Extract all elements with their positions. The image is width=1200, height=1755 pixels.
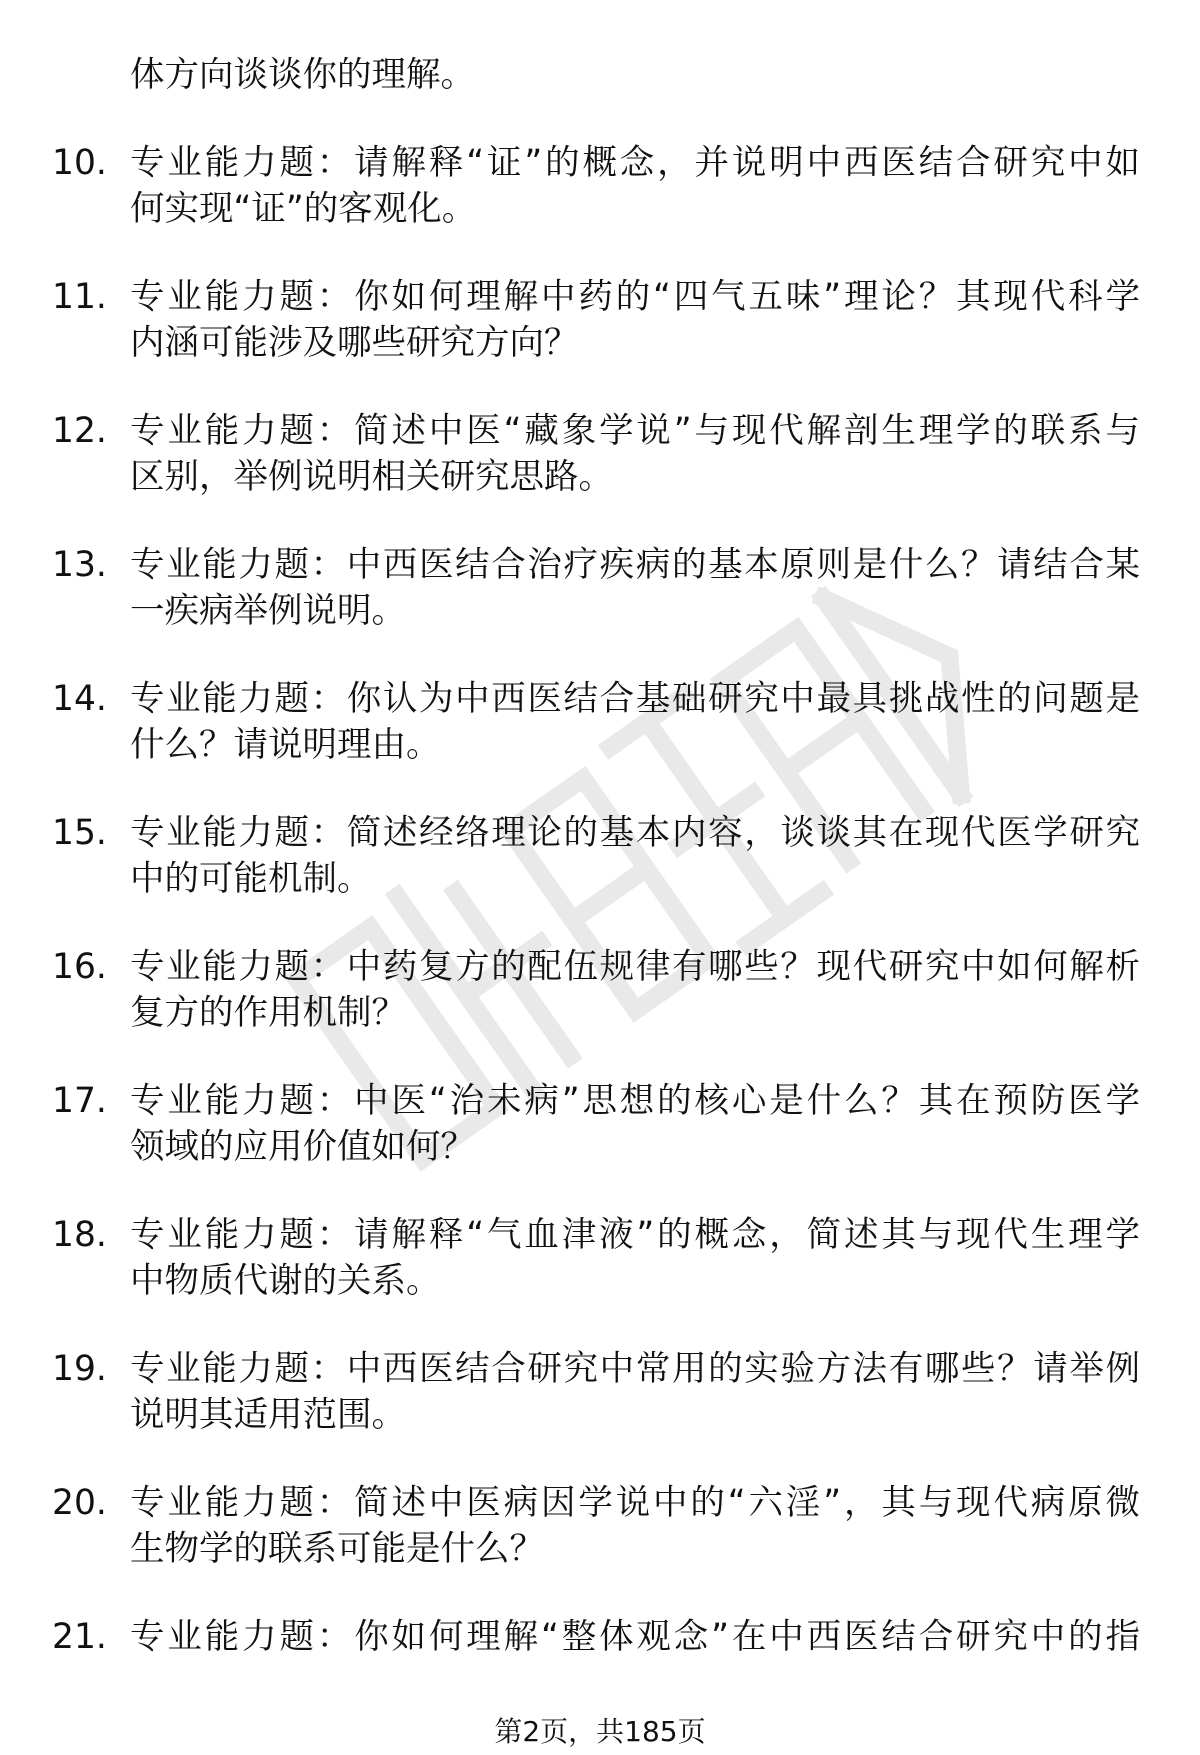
question-list [0,140,1200,1660]
question-number: 10. [52,143,107,183]
question-text-line: 专业能力题：简述经络理论的基本内容，谈谈其在现代医学研究 [130,813,1140,853]
question-text-line: 专业能力题：中西医结合治疗疾病的基本原则是什么？请结合某 [130,545,1140,585]
question-text-line: 说明其适用范围。 [130,1395,406,1435]
question-item [0,1614,1200,1660]
question-item [0,140,1200,232]
question-item [0,1212,1200,1304]
question-text-line: 领域的应用价值如何？ [130,1127,475,1167]
question-item [0,542,1200,634]
question-number: 16. [52,947,107,987]
question-text-line: 专业能力题：你如何理解中药的“四气五味”理论？其现代科学 [130,277,1140,317]
question-number: 21. [52,1617,107,1657]
question-item [0,1346,1200,1438]
question-text-line: 专业能力题：中西医结合研究中常用的实验方法有哪些？请举例 [130,1349,1140,1389]
question-text-line: 专业能力题：你如何理解“整体观念”在中西医结合研究中的指 [130,1617,1140,1657]
question-item [0,1480,1200,1572]
question-text-line: 专业能力题：简述中医病因学说中的“六淫”，其与现代病原微 [130,1483,1140,1523]
question-number: 19. [52,1349,107,1389]
continuation-text: 体方向谈谈你的理解。 [130,55,475,95]
question-item [0,1078,1200,1170]
question-item [0,274,1200,366]
question-text-line: 专业能力题：简述中医“藏象学说”与现代解剖生理学的联系与 [130,411,1140,451]
question-text-line: 一疾病举例说明。 [130,591,406,631]
question-text-line: 专业能力题：你认为中西医结合基础研究中最具挑战性的问题是 [130,679,1140,719]
question-text-line: 何实现“证”的客观化。 [130,189,477,229]
question-number: 12. [52,411,107,451]
question-number: 14. [52,679,107,719]
question-text-line: 专业能力题：请解释“气血津液”的概念，简述其与现代生理学 [130,1215,1140,1255]
question-item [0,408,1200,500]
question-item [0,810,1200,902]
document-body [0,52,1200,1660]
question-text-line: 复方的作用机制？ [130,993,406,1033]
question-item [0,676,1200,768]
question-text-line: 区别，举例说明相关研究思路。 [130,457,613,497]
question-number: 17. [52,1081,107,1121]
page-footer: 第2页，共185页 [494,1715,706,1748]
question-number: 18. [52,1215,107,1255]
question-text-line: 专业能力题：请解释“证”的概念，并说明中西医结合研究中如 [130,143,1140,183]
question-number: 11. [52,277,107,317]
question-number: 20. [52,1483,107,1523]
question-number: 15. [52,813,107,853]
question-text-line: 中的可能机制。 [130,859,372,899]
question-text-line: 生物学的联系可能是什么？ [130,1529,544,1569]
question-text-line: 中物质代谢的关系。 [130,1261,441,1301]
question-text-line: 内涵可能涉及哪些研究方向？ [130,323,579,363]
question-text-line: 什么？请说明理由。 [130,725,441,765]
question-number: 13. [52,545,107,585]
question-text-line: 专业能力题：中药复方的配伍规律有哪些？现代研究中如何解析 [130,947,1140,987]
question-item [0,944,1200,1036]
question-text-line: 专业能力题：中医“治未病”思想的核心是什么？其在预防医学 [130,1081,1140,1121]
